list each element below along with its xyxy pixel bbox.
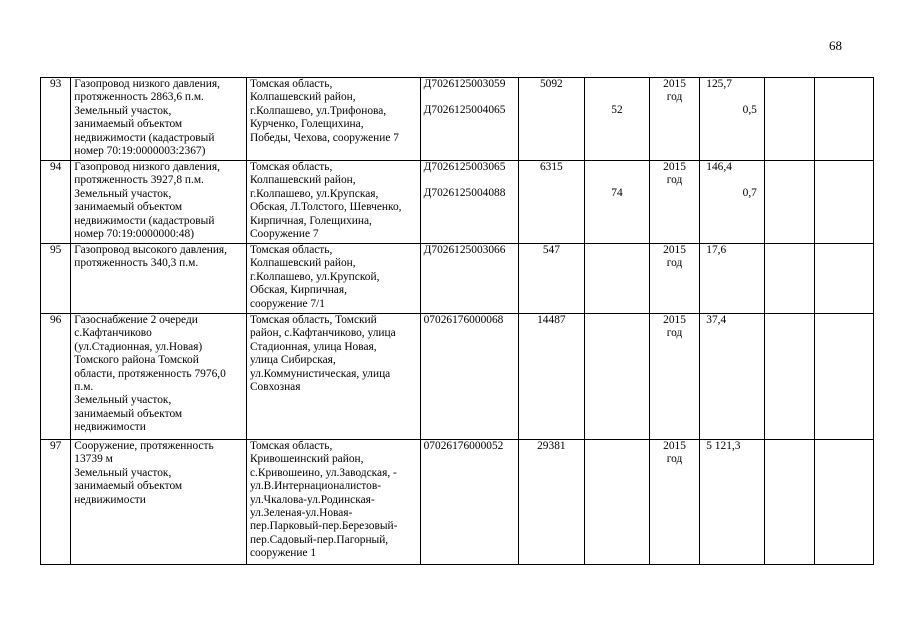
- address-line: Колпашевский район,: [249, 174, 356, 187]
- year-unit: год: [666, 91, 683, 104]
- page-number: 68: [829, 38, 842, 53]
- object-line: занимаемый объектом: [74, 118, 183, 131]
- object-line: Газоснабжение 2 очереди: [74, 314, 198, 326]
- object-value: 547: [542, 244, 560, 256]
- object-cell: [71, 78, 247, 161]
- address-line: пер.Парковый-пер.Березовый-: [249, 520, 398, 533]
- row-number-cell: [41, 161, 71, 244]
- object-line: занимаемый объектом: [74, 480, 183, 493]
- row-number-cell: [41, 440, 71, 565]
- value-cell: [518, 161, 585, 244]
- year-unit: год: [666, 257, 683, 270]
- object-line: 13739 м: [74, 453, 113, 466]
- object-line: недвижимости: [74, 421, 146, 434]
- object-line: недвижимости (кадастровый: [74, 131, 215, 144]
- year-value: 2015: [663, 78, 686, 90]
- object-value: 6315: [539, 161, 563, 173]
- amount-value: 5 121,3: [706, 440, 741, 452]
- object-line: протяженность 3927,8 п.м.: [74, 174, 204, 187]
- object-cell: [71, 244, 247, 314]
- object-line: Земельный участок,: [74, 187, 172, 200]
- object-line: занимаемый объектом: [74, 407, 183, 420]
- row-number: 97: [49, 440, 62, 452]
- address-cell: [246, 161, 420, 244]
- table-row: [41, 161, 874, 244]
- object-line: протяженность 2863,6 п.м.: [74, 91, 204, 104]
- value-cell: [518, 78, 585, 161]
- address-line: Томская область, Томский: [249, 314, 377, 326]
- address-line: г.Колпашево, ул.Крупской,: [249, 270, 380, 283]
- object-line: области, протяженность 7976,0: [74, 367, 226, 380]
- object-line: протяженность 340,3 п.м.: [74, 257, 199, 270]
- address-line: улица Сибирская,: [249, 354, 336, 367]
- amount-cell: [700, 314, 765, 440]
- object-value: 5092: [539, 78, 563, 90]
- address-line: ул.Чкалова-ул.Родинская-: [249, 493, 375, 506]
- object-line: п.м.: [74, 381, 94, 394]
- cadastral-code: Д7026125003066: [423, 244, 506, 256]
- object-line: с.Кафтанчиково: [74, 327, 152, 340]
- object-value: 29381: [537, 440, 566, 452]
- address-line: Стадионная, улица Новая,: [249, 340, 377, 353]
- row-number-cell: [41, 244, 71, 314]
- object-cell: [71, 314, 247, 440]
- empty-cell: [815, 314, 874, 440]
- table-row: [41, 440, 874, 565]
- cadastral-code: Д7026125003065: [423, 161, 506, 173]
- value-cell: [518, 244, 585, 314]
- object-line: недвижимости (кадастровый: [74, 214, 215, 227]
- amount-value: 125,7: [706, 78, 732, 90]
- area-cell: [585, 244, 650, 314]
- amount-land-value: 0,5: [742, 104, 757, 117]
- object-line: номер 70:19:0000000:48): [74, 228, 194, 241]
- object-cell: [71, 161, 247, 244]
- amount-value: 17,6: [706, 244, 727, 256]
- address-line: с.Кривошеино, ул.Заводская, -: [249, 466, 397, 479]
- empty-cell: [815, 78, 874, 161]
- address-line: Колпашевский район,: [249, 257, 356, 270]
- area-cell: [585, 161, 650, 244]
- address-line: г.Колпашево, ул.Трифонова,: [249, 104, 387, 117]
- empty-cell: [764, 440, 814, 565]
- object-line: занимаемый объектом: [74, 201, 183, 214]
- amount-cell: [700, 161, 765, 244]
- empty-cell: [815, 161, 874, 244]
- object-line: Земельный участок,: [74, 394, 172, 407]
- object-line: Газопровод низкого давления,: [74, 78, 220, 90]
- code-cell: [420, 314, 518, 440]
- address-cell: [246, 440, 420, 565]
- cadastral-code: 07026176000068: [423, 314, 504, 326]
- object-line: номер 70:19:0000003:2367): [74, 145, 206, 158]
- empty-cell: [764, 244, 814, 314]
- address-cell: [246, 244, 420, 314]
- year-unit: год: [666, 174, 683, 187]
- year-value: 2015: [663, 244, 686, 256]
- object-line: Газопровод низкого давления,: [74, 161, 220, 173]
- area-cell: [585, 440, 650, 565]
- address-line: район, с.Кафтанчиково, улица: [249, 327, 396, 340]
- address-line: пер.Садовый-пер.Пагорный,: [249, 533, 389, 546]
- empty-cell: [764, 314, 814, 440]
- amount-cell: [700, 440, 765, 565]
- year-value: 2015: [663, 314, 686, 326]
- table-row: [41, 314, 874, 440]
- amount-land-value: 0,7: [742, 187, 757, 200]
- land-area: 74: [611, 187, 623, 199]
- amount-cell: [700, 78, 765, 161]
- address-line: Кирпичная, Голещихина,: [249, 214, 372, 227]
- row-number: 94: [49, 161, 62, 173]
- year-cell: [649, 161, 699, 244]
- address-line: Томская область,: [249, 244, 333, 256]
- address-cell: [246, 78, 420, 161]
- address-line: Курченко, Голещихина,: [249, 118, 364, 131]
- table-row: [41, 78, 874, 161]
- cadastral-code-land: Д7026125004088: [423, 187, 506, 200]
- object-line: Земельный участок,: [74, 104, 172, 117]
- year-cell: [649, 78, 699, 161]
- empty-cell: [764, 78, 814, 161]
- address-cell: [246, 314, 420, 440]
- year-value: 2015: [663, 440, 686, 452]
- address-line: г.Колпашево, ул.Крупская,: [249, 187, 379, 200]
- row-number: 93: [49, 78, 62, 90]
- address-line: Обская, Л.Толстого, Шевченко,: [249, 201, 402, 214]
- address-line: сооружение 1: [249, 547, 317, 560]
- object-line: Сооружение, протяженность: [74, 440, 214, 452]
- row-number: 96: [49, 314, 62, 326]
- address-line: Томская область,: [249, 440, 333, 452]
- table-body: [41, 78, 874, 565]
- cadastral-code: 07026176000052: [423, 440, 504, 452]
- address-line: ул.Зеленая-ул.Новая-: [249, 507, 353, 520]
- object-value: 14487: [537, 314, 566, 326]
- empty-cell: [815, 440, 874, 565]
- address-line: Сооружение 7: [249, 228, 319, 241]
- object-cell: [71, 440, 247, 565]
- empty-cell: [764, 161, 814, 244]
- row-number: 95: [49, 244, 62, 256]
- table-row: [41, 244, 874, 314]
- empty-cell: [815, 244, 874, 314]
- object-line: (ул.Стадионная, ул.Новая): [74, 340, 203, 353]
- address-line: Томская область,: [249, 78, 333, 90]
- year-cell: [649, 314, 699, 440]
- year-unit: год: [666, 327, 683, 340]
- year-unit: год: [666, 453, 683, 466]
- row-number-cell: [41, 78, 71, 161]
- code-cell: [420, 161, 518, 244]
- year-value: 2015: [663, 161, 686, 173]
- address-line: ул.В.Интернационалистов-: [249, 480, 381, 493]
- amount-cell: [700, 244, 765, 314]
- object-line: Томского района Томской: [74, 354, 199, 367]
- value-cell: [518, 314, 585, 440]
- row-number-cell: [41, 314, 71, 440]
- cadastral-code: Д7026125003059: [423, 78, 506, 90]
- address-line: Томская область,: [249, 161, 333, 173]
- address-line: Совхозная: [249, 381, 301, 394]
- object-line: Земельный участок,: [74, 466, 172, 479]
- area-cell: [585, 314, 650, 440]
- cadastral-code-land: Д7026125004065: [423, 104, 506, 117]
- land-area: 52: [611, 104, 623, 116]
- address-line: ул.Коммунистическая, улица: [249, 367, 391, 380]
- address-line: Кривошеинский район,: [249, 453, 364, 466]
- amount-value: 37,4: [706, 314, 727, 326]
- address-line: Победы, Чехова, сооружение 7: [249, 131, 399, 144]
- registry-table: [40, 77, 874, 565]
- year-cell: [649, 244, 699, 314]
- address-line: Колпашевский район,: [249, 91, 356, 104]
- code-cell: [420, 78, 518, 161]
- code-cell: [420, 440, 518, 565]
- area-cell: [585, 78, 650, 161]
- address-line: сооружение 7/1: [249, 297, 325, 310]
- amount-value: 146,4: [706, 161, 732, 173]
- code-cell: [420, 244, 518, 314]
- object-line: недвижимости: [74, 493, 146, 506]
- value-cell: [518, 440, 585, 565]
- address-line: Обская, Кирпичная,: [249, 284, 347, 297]
- object-line: Газопровод высокого давления,: [74, 244, 228, 256]
- year-cell: [649, 440, 699, 565]
